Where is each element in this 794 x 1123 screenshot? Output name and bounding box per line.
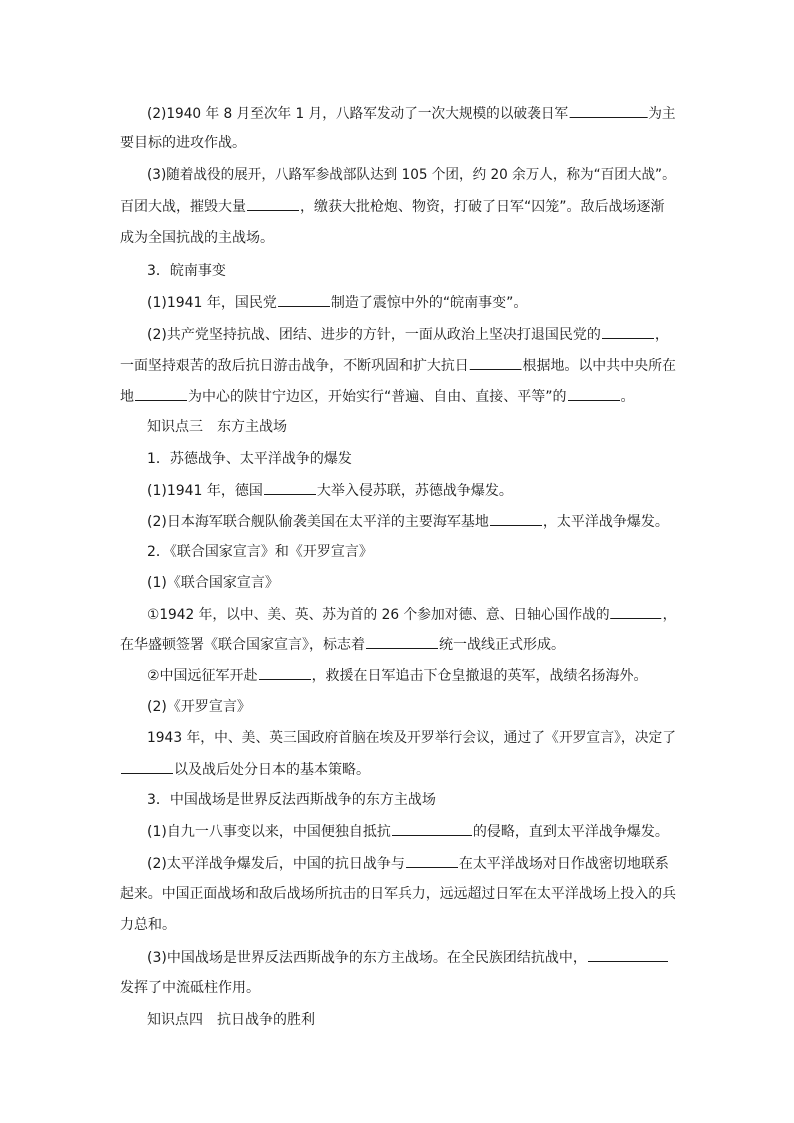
fill-blank[interactable] (392, 821, 472, 836)
paragraph-line: (3)中国战场是世界反法西斯战争的东方主战场。在全民族团结抗战中， (147, 947, 669, 967)
paragraph-line: (2)太平洋战争爆发后，中国的抗日战争与 在太平洋战场对日作战密切地联系 (147, 853, 669, 873)
section-heading: 1．苏德战争、太平洋战争的爆发 (147, 451, 352, 467)
paragraph-line: ②中国远征军开赴 ，救援在日军追击下仓皇撤退的英军，战绩名扬海外。 (147, 665, 648, 685)
fill-blank[interactable] (278, 292, 330, 307)
paragraph-line: 在华盛顿签署《联合国家宣言》，标志着 统一战线正式形成。 (120, 634, 565, 654)
fill-blank[interactable] (569, 103, 647, 118)
paragraph-line: 以及战后处分日本的基本策略。 (120, 759, 370, 779)
paragraph-line: (1)1941 年，德国 大举入侵苏联，苏德战争爆发。 (147, 480, 513, 500)
fill-blank[interactable] (611, 604, 662, 619)
section-heading: 2．《联合国家宣言》和《开罗宣言》 (147, 544, 373, 560)
paragraph-line: 地 为中心的陕甘宁边区，开始实行“普遍、自由、直接、平等”的 。 (120, 386, 635, 406)
paragraph-line: (3)随着战役的展开，八路军参战部队达到 105 个团，约 20 余万人，称为“百团大战”。 (147, 167, 676, 183)
fill-blank[interactable] (406, 853, 458, 868)
section-heading: 知识点三 东方主战场 (147, 419, 287, 435)
paragraph-line: (2)日本海军联合舰队偷袭美国在太平洋的主要海军基地 ，太平洋战争爆发。 (147, 511, 669, 531)
paragraph-line: 一面坚持艰苦的敌后抗日游击战争，不断巩固和扩大抗日 根据地。以中共中央所在 (120, 355, 676, 375)
paragraph-line: 发挥了中流砥柱作用。 (120, 980, 260, 996)
fill-blank[interactable] (568, 386, 620, 401)
fill-blank[interactable] (121, 759, 173, 774)
paragraph-line: ①1942 年，以中、美、英、苏为首的 26 个参加对德、意、日轴心国作战的 ， (147, 604, 676, 624)
fill-blank[interactable] (264, 480, 316, 495)
fill-blank[interactable] (135, 386, 187, 401)
paragraph-line: 要目标的进攻作战。 (120, 135, 246, 151)
fill-blank[interactable] (490, 511, 542, 526)
paragraph-line: 起来。中国正面战场和敌后战场所抗击的日军兵力，远远超过日军在太平洋战场上投入的兵 (120, 886, 677, 902)
fill-blank[interactable] (470, 355, 522, 370)
section-heading: 知识点四 抗日战争的胜利 (147, 1012, 315, 1028)
paragraph-line: (2)共产党坚持抗战、团结、进步的方针，一面从政治上坚决打退国民党的 ， (147, 324, 669, 344)
paragraph-line: 成为全国抗战的主战场。 (120, 230, 274, 246)
fill-blank[interactable] (259, 665, 311, 680)
fill-blank[interactable] (602, 324, 654, 339)
paragraph-line: 力总和。 (120, 917, 176, 933)
section-heading: 3．皖南事变 (147, 263, 226, 279)
section-heading: 3．中国战场是世界反法西斯战争的东方主战场 (147, 792, 436, 808)
fill-blank[interactable] (588, 947, 668, 962)
fill-blank[interactable] (366, 634, 438, 649)
fill-blank[interactable] (247, 196, 299, 211)
paragraph-line: (1)1941 年，国民党 制造了震惊中外的“皖南事变”。 (147, 292, 527, 312)
paragraph-line: (2)1940 年 8 月至次年 1 月，八路军发动了一次大规模的以破袭日军 为主 (147, 103, 676, 123)
sub-heading: (2)《开罗宣言》 (147, 699, 251, 715)
paragraph-line: 百团大战，摧毁大量 ，缴获大批枪炮、物资，打破了日军“囚笼”。敌后战场逐渐 (120, 196, 665, 216)
sub-heading: (1)《联合国家宣言》 (147, 575, 279, 591)
paragraph-line: (1)自九一八事变以来，中国便独自抵抗 的侵略，直到太平洋战争爆发。 (147, 821, 669, 841)
paragraph-line: 1943 年，中、美、英三国政府首脑在埃及开罗举行会议，通过了《开罗宣言》，决定了 (147, 730, 677, 746)
